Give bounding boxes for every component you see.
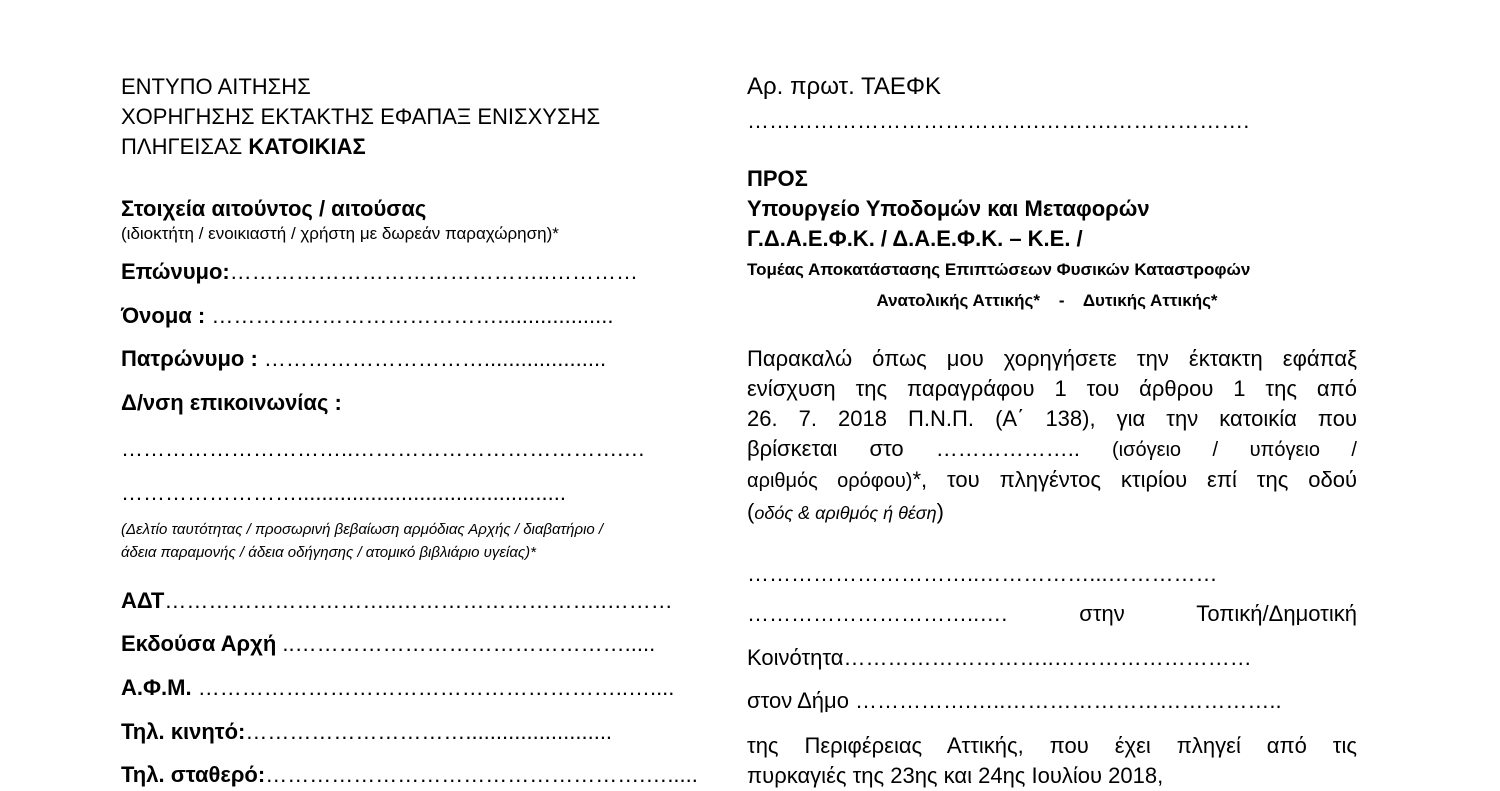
community-text: στην Τοπική/Δημοτική: [1079, 601, 1357, 626]
issuing-authority-field[interactable]: [121, 629, 655, 659]
landline-phone-label: Τηλ. σταθερό:: [121, 762, 266, 787]
father-name-field[interactable]: [121, 344, 606, 374]
surname-dots: ……………………………………..…………: [229, 259, 638, 284]
municipality-label: στον Δήμο: [747, 688, 856, 713]
adt-field[interactable]: [121, 586, 673, 616]
title-line-3: [121, 132, 366, 162]
region-choice: [747, 290, 1347, 312]
name-field[interactable]: [121, 301, 614, 331]
body-line-3: 26. 7. 2018 Π.Ν.Π. (Α΄ 138), για την κατοικία που: [747, 406, 1357, 431]
body-line-2: ενίσχυση της παραγράφου 1 του άρθρου 1 της από: [747, 376, 1357, 401]
region-separator: -: [1058, 291, 1065, 310]
issuing-authority-label: Εκδούσα Αρχή: [121, 631, 283, 656]
building-street-text: *, του πληγέντος κτιρίου επί της οδού: [912, 467, 1357, 492]
id-note-line-1: (Δελτίο ταυτότητας / προσωρινή βεβαίωση αρμόδιας Αρχής / διαβατήριο /: [121, 521, 604, 538]
protocol-number-label: Αρ. πρωτ. ΤΑΕΦΚ: [747, 73, 942, 100]
sector-name: Τομέας Αποκατάστασης Επιπτώσεων Φυσικών Καταστροφών: [747, 260, 1251, 279]
landline-phone-dots: …………………………………………….….....: [265, 762, 698, 787]
body-line-6: [747, 497, 1357, 528]
street-hint: οδός & αριθμός ή θέση: [754, 503, 937, 523]
protocol-number-dots[interactable]: ………………………………….……….……………….: [747, 108, 1250, 133]
floor-options-end: αριθμός ορόφου): [747, 470, 913, 492]
closing-line-2: πυρκαγιές της 23ης και 24ης Ιουλίου 2018,: [747, 763, 1164, 788]
applicant-section-title: Στοιχεία αιτούντος / αιτούσας: [121, 196, 427, 221]
body-line-4: [747, 434, 1357, 465]
surname-field[interactable]: [121, 257, 638, 287]
closing-line-1: της Περιφέρειας Αττικής, που έχει πληγεί από τις: [747, 733, 1357, 758]
community-label: Κοινότητα: [747, 645, 844, 670]
landline-phone-field[interactable]: [121, 760, 698, 790]
father-name-label: Πατρώνυμο :: [121, 346, 264, 371]
municipality-dots: …………….…..………………………………..: [855, 688, 1282, 713]
directorate-name: Γ.Δ.Α.Ε.Φ.Κ. / Δ.Α.Ε.Φ.Κ. – Κ.Ε. /: [747, 226, 1083, 251]
title-line-2: ΧΟΡΗΓΗΣΗΣ ΕΚΤΑΚΤΗΣ ΕΦΑΠΑΞ ΕΝΙΣΧΥΣΗΣ: [121, 104, 601, 129]
body-line-1: Παρακαλώ όπως μου χορηγήσετε την έκτακτη εφάπαξ: [747, 346, 1357, 371]
address-label: Δ/νση επικοινωνίας :: [121, 390, 342, 415]
title-line-3-bold: ΚΑΤΟΙΚΙΑΣ: [248, 134, 366, 159]
ministry-name: Υπουργείο Υποδομών και Μεταφορών: [747, 196, 1150, 221]
title-line-1: ΕΝΤΥΠΟ ΑΙΤΗΣΗΣ: [121, 74, 311, 99]
to-label: ΠΡΟΣ: [747, 166, 808, 191]
applicant-section-subtitle: (ιδιοκτήτη / ενοικιαστή / χρήστη με δωρεάν παραχώρηση)*: [121, 224, 559, 243]
floor-options: (ισόγειο / υπόγειο /: [1112, 439, 1357, 461]
father-name-dots: …………………………....................: [263, 346, 607, 371]
community-dots[interactable]: …………………………..….: [747, 601, 1080, 626]
region-east[interactable]: Ανατολικής Αττικής*: [876, 291, 1040, 310]
address-line-1[interactable]: …………………………..……………………………….…: [121, 436, 646, 461]
afm-dots: …………………………………………………..…....: [197, 675, 675, 700]
street-dots[interactable]: …………………………..……………...……………: [747, 561, 1218, 586]
issuing-authority-dots: ..……………………………………….....: [282, 631, 656, 656]
afm-field[interactable]: [121, 673, 674, 703]
name-label: Όνομα :: [121, 303, 212, 328]
name-dots: …………………………………...................: [211, 303, 614, 328]
municipality-field[interactable]: [747, 686, 1357, 716]
community-field[interactable]: [747, 643, 1357, 673]
mobile-phone-label: Τηλ. κινητό:: [121, 719, 246, 744]
afm-label: Α.Φ.Μ.: [121, 675, 198, 700]
body-line-5: [747, 465, 1357, 496]
surname-label: Επώνυμο:: [121, 259, 230, 284]
paren-close: ): [936, 499, 944, 524]
title-line-3-normal: ΠΛΗΓΕΙΣΑΣ: [121, 134, 249, 159]
address-line-2[interactable]: ……………………............................................: [121, 480, 566, 505]
id-note-line-2: άδεια παραμονής / άδεια οδήγησης / ατομικό βιβλιάριο υγείας)*: [121, 544, 536, 561]
adt-dots: …………………………..………………………..………: [164, 588, 673, 613]
mobile-phone-dots: …………………………........................: [245, 719, 613, 744]
community-label-dots: ………………………..………………………: [843, 645, 1252, 670]
floor-dots[interactable]: βρίσκεται στο ………………..: [747, 436, 1112, 461]
adt-label: ΑΔΤ: [121, 588, 165, 613]
paren-open: (: [747, 499, 755, 524]
community-line: [747, 599, 1357, 629]
mobile-phone-field[interactable]: [121, 717, 612, 747]
region-west[interactable]: Δυτικής Αττικής*: [1082, 291, 1218, 310]
